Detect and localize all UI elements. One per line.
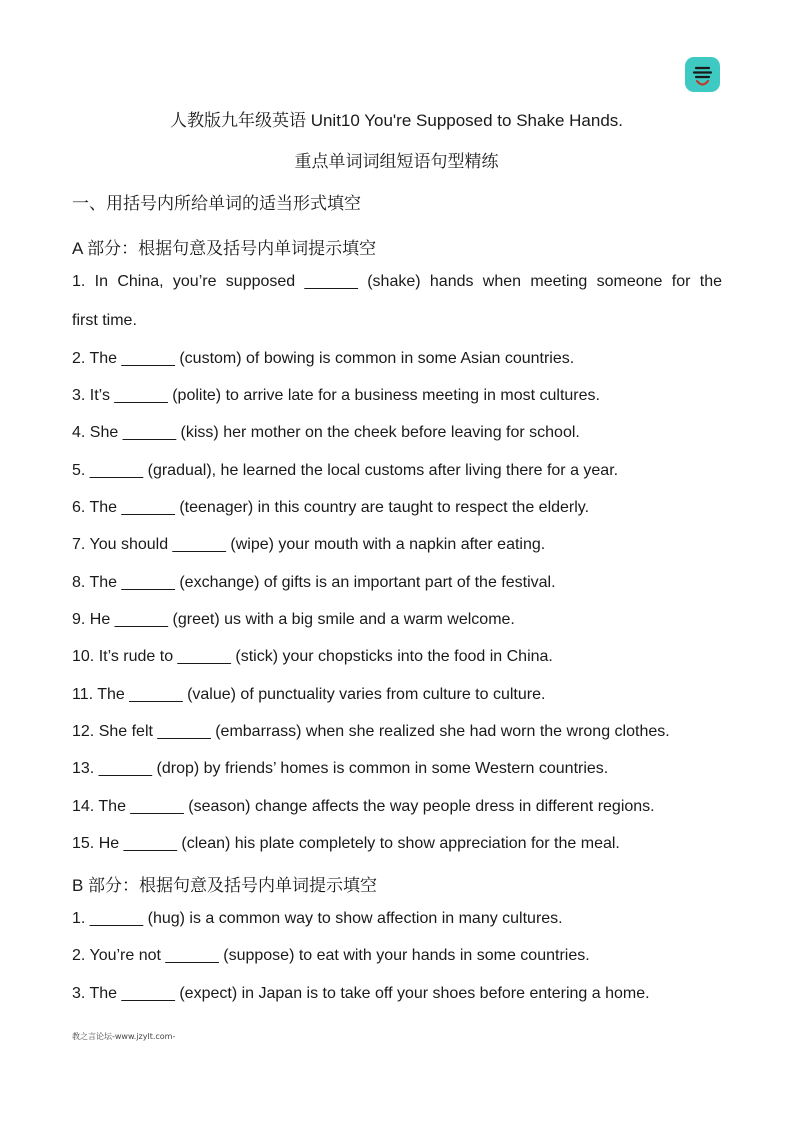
document-subtitle: 重点单词词组短语句型精练 — [294, 152, 499, 171]
question-item: 3. It’s ______ (polite) to arrive late for a business meeting in most cultures. — [72, 387, 600, 404]
question-item: 3. The ______ (expect) in Japan is to take off your shoes before entering a home. — [72, 985, 650, 1002]
question-item: 2. You’re not ______ (suppose) to eat with your hands in some countries. — [72, 947, 590, 964]
question-item: 8. The ______ (exchange) of gifts is an important part of the festival. — [72, 574, 556, 591]
part-a-heading: A 部分：根据句意及括号内单词提示填空 — [72, 239, 377, 258]
question-item: 14. The ______ (season) change affects the way people dress in different regions. — [72, 798, 655, 815]
jzylt-logo-icon — [685, 57, 720, 92]
question-item: 5. ______ (gradual), he learned the local customs after living there for a year. — [72, 462, 619, 479]
question-item: 4. She ______ (kiss) her mother on the cheek before leaving for school. — [72, 424, 580, 441]
question-item: 10. It’s rude to ______ (stick) your chopsticks into the food in China. — [72, 648, 553, 665]
question-item: 11. The ______ (value) of punctuality varies from culture to culture. — [72, 686, 546, 703]
question-item: 9. He ______ (greet) us with a big smile and a warm welcome. — [72, 611, 515, 628]
part-b-heading: B 部分：根据句意及括号内单词提示填空 — [72, 876, 378, 895]
question-item-continued: first time. — [72, 312, 137, 329]
question-item: 1. In China, you’re supposed ______ (shake) hands when meeting someone for the — [72, 273, 722, 290]
question-item: 1. ______ (hug) is a common way to show affection in many cultures. — [72, 910, 563, 927]
question-item: 2. The ______ (custom) of bowing is common in some Asian countries. — [72, 350, 575, 367]
question-item: 13. ______ (drop) by friends’ homes is common in some Western countries. — [72, 760, 609, 777]
question-item: 6. The ______ (teenager) in this country are taught to respect the elderly. — [72, 499, 590, 516]
question-item: 15. He ______ (clean) his plate completely to show appreciation for the meal. — [72, 835, 620, 852]
document-title: 人教版九年级英语 Unit10 You're Supposed to Shake Hands. — [169, 111, 624, 130]
section-heading: 一、用括号内所给单词的适当形式填空 — [72, 194, 361, 213]
question-item: 7. You should ______ (wipe) your mouth with a napkin after eating. — [72, 536, 546, 553]
page-footer: 教之言论坛-www.jzylt.com- — [72, 1032, 176, 1041]
question-item: 12. She felt ______ (embarrass) when she realized she had worn the wrong clothes. — [72, 723, 670, 740]
